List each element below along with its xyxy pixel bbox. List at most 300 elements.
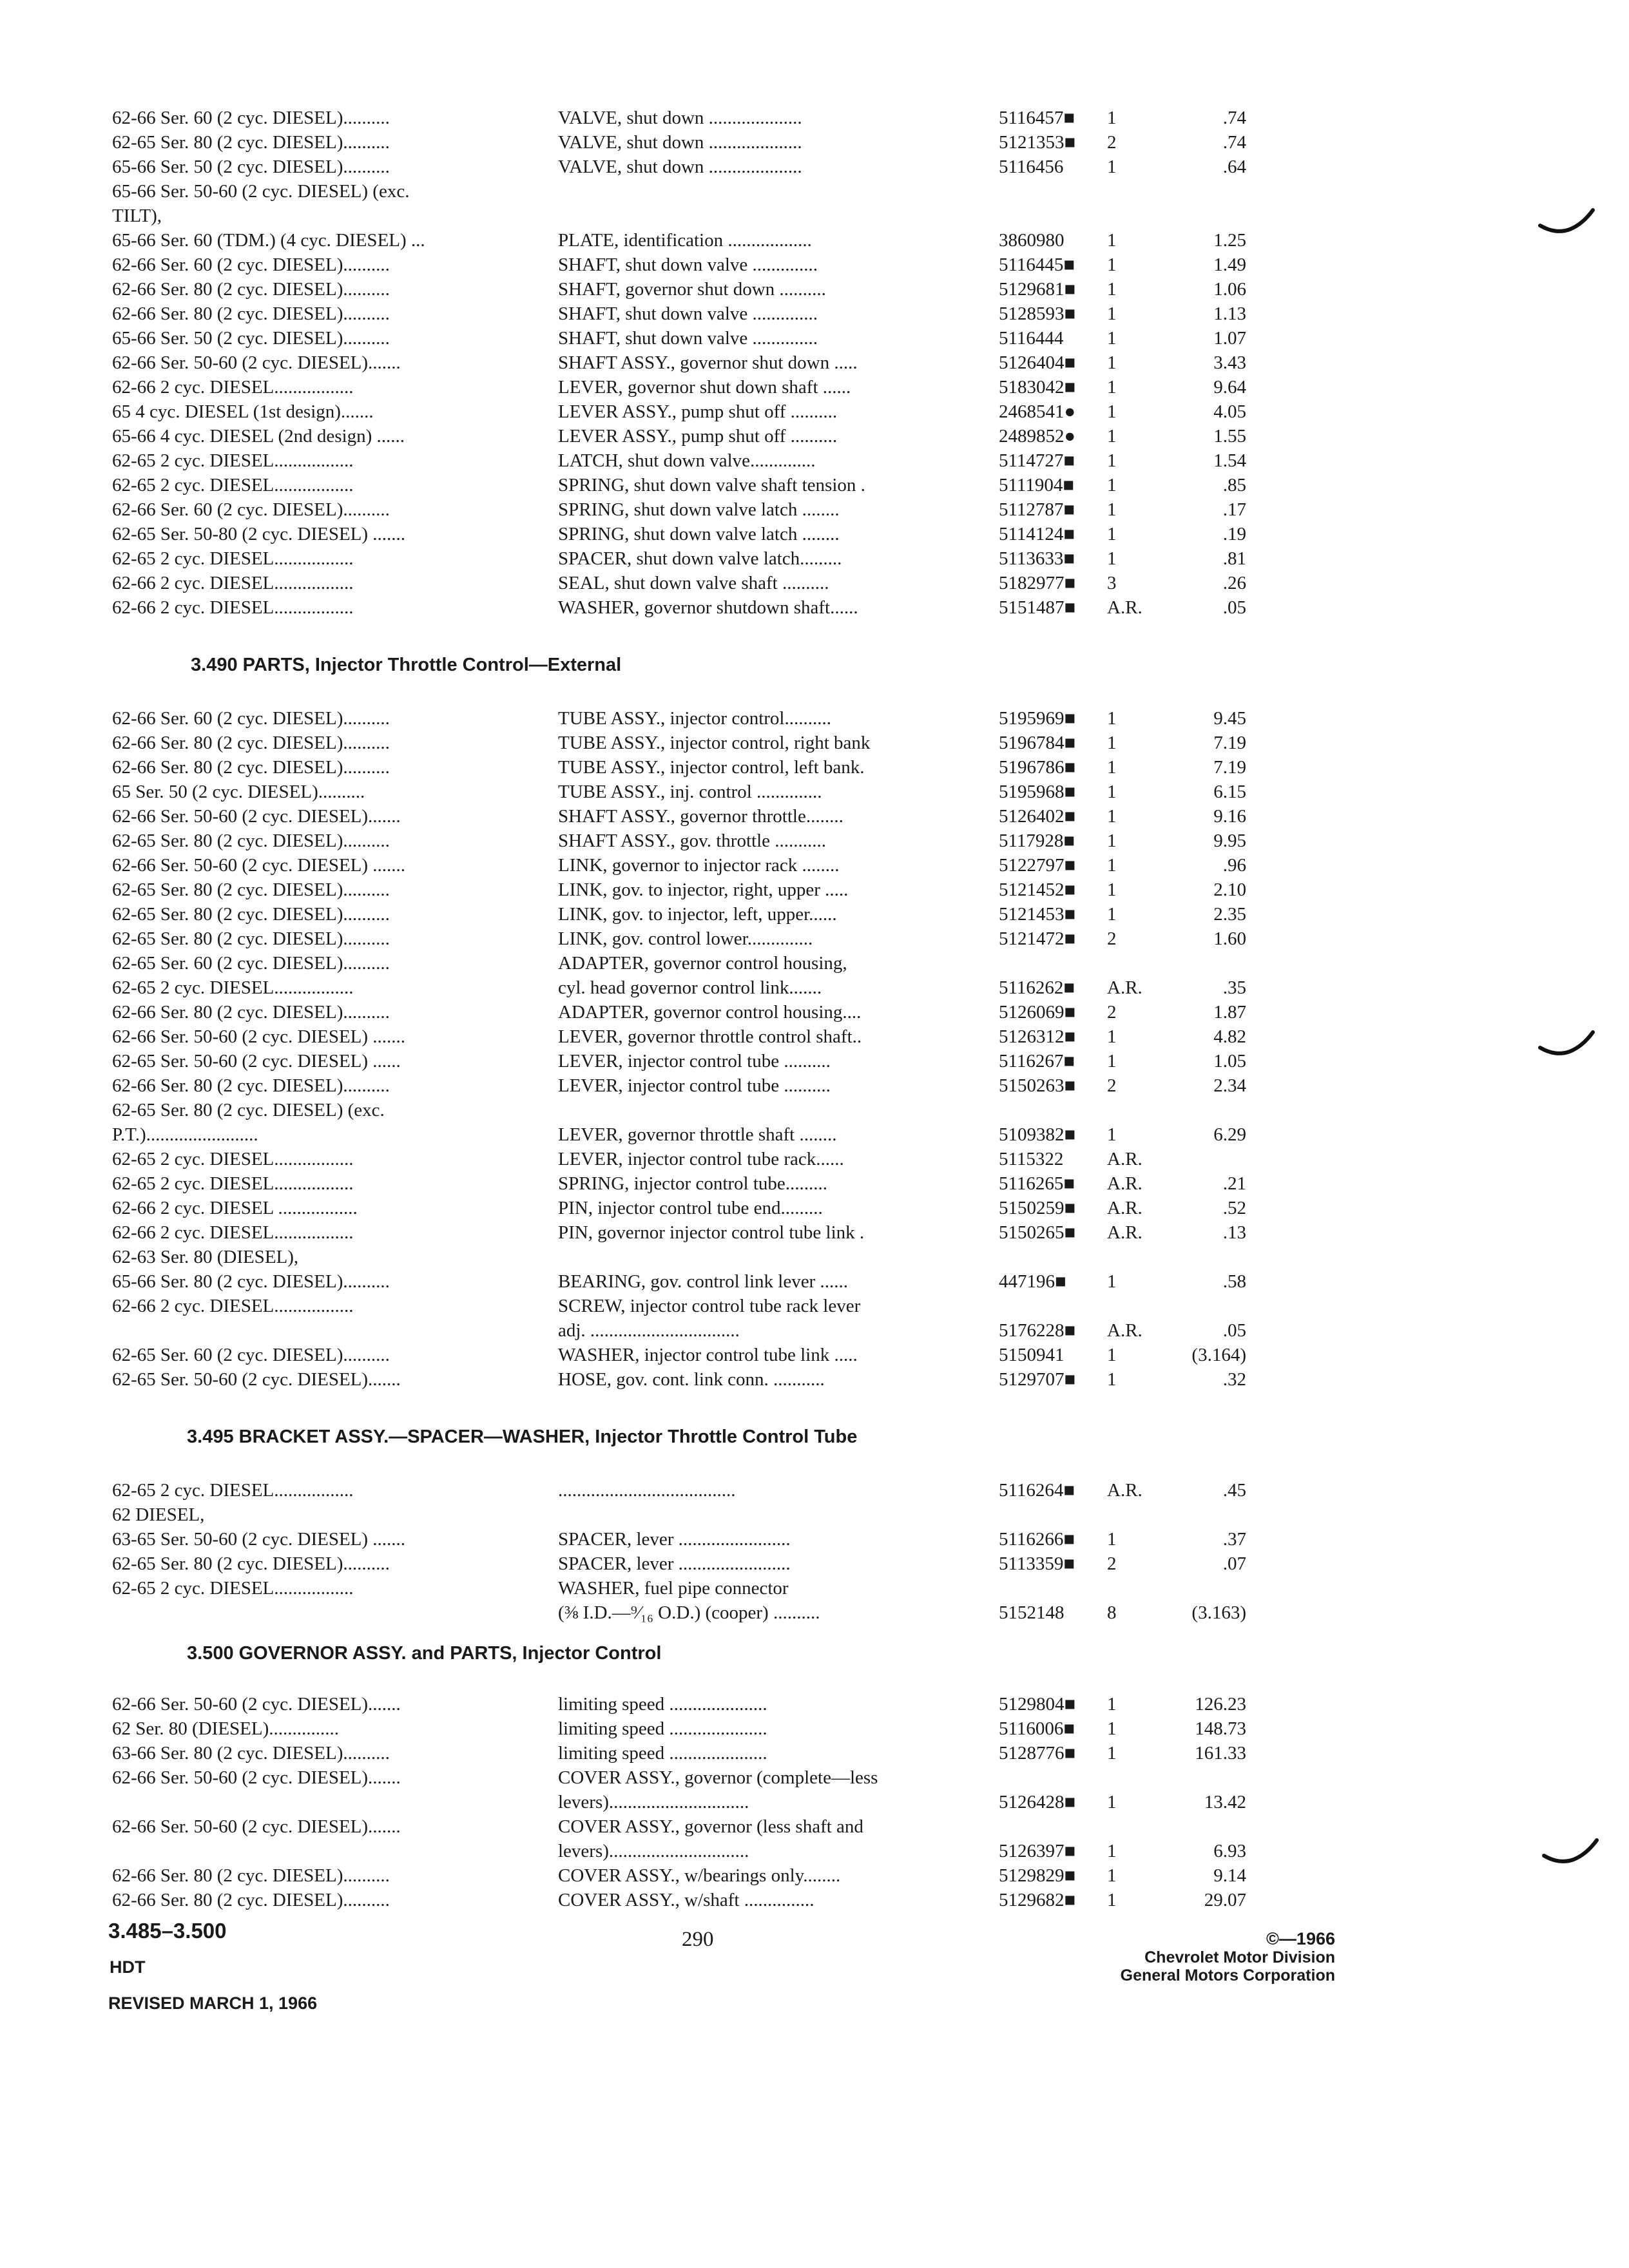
- applicability: 62-65 2 cyc. DIESEL.................: [112, 977, 354, 998]
- part-description: SPRING, shut down valve latch ........: [558, 524, 840, 544]
- part-number: 5115322: [999, 1149, 1064, 1169]
- quantity: 1: [1107, 1026, 1117, 1047]
- price: .85: [1222, 475, 1246, 495]
- quantity: 2: [1107, 1075, 1117, 1096]
- quantity: 1: [1107, 782, 1117, 802]
- quantity: A.R.: [1107, 1198, 1142, 1218]
- part-description: WASHER, injector control tube link .....: [558, 1345, 858, 1365]
- quantity: 2: [1107, 132, 1117, 153]
- part-number: 5150263■: [999, 1075, 1076, 1096]
- part-row: [0, 1367, 1629, 1392]
- part-row: [0, 1716, 1629, 1741]
- price: 2.34: [1213, 1075, 1246, 1096]
- part-number: 5183042■: [999, 377, 1076, 398]
- quantity: 1: [1107, 1865, 1117, 1886]
- part-row: [0, 399, 1629, 424]
- part-row: [0, 497, 1629, 522]
- price: 1.06: [1213, 279, 1246, 300]
- applicability: 65-66 Ser. 50 (2 cyc. DIESEL)..........: [112, 328, 390, 349]
- price: .81: [1222, 548, 1246, 569]
- price: .21: [1222, 1173, 1246, 1194]
- price: 1.49: [1213, 255, 1246, 275]
- price: 2.10: [1213, 879, 1246, 900]
- part-row: [0, 375, 1629, 399]
- quantity: 2: [1107, 928, 1117, 949]
- footer-copyright: ©—1966: [1266, 1929, 1335, 1948]
- part-description: SPRING, shut down valve shaft tension .: [558, 475, 865, 495]
- applicability: 62-66 Ser. 60 (2 cyc. DIESEL)..........: [112, 499, 390, 520]
- part-description: SPRING, injector control tube.........: [558, 1173, 828, 1194]
- part-number: 5129804■: [999, 1694, 1076, 1715]
- applicability: 62-65 2 cyc. DIESEL.................: [112, 475, 354, 495]
- part-number: 2489852●: [999, 426, 1076, 447]
- applicability: 62-66 Ser. 60 (2 cyc. DIESEL)..........: [112, 708, 390, 729]
- part-row: [0, 571, 1629, 595]
- part-description: COVER ASSY., w/bearings only........: [558, 1865, 841, 1886]
- part-description: SPACER, shut down valve latch.........: [558, 548, 842, 569]
- quantity: 1: [1107, 352, 1117, 373]
- part-number: 5116267■: [999, 1051, 1075, 1072]
- quantity: 1: [1107, 757, 1117, 778]
- applicability: 62-66 2 cyc. DIESEL .................: [112, 1198, 358, 1218]
- part-row: [0, 351, 1629, 375]
- part-description: TUBE ASSY., injector control, left bank.: [558, 757, 865, 778]
- part-description: WASHER, fuel pipe connector: [558, 1578, 789, 1599]
- check-mark-icon: [1541, 1836, 1599, 1869]
- part-description: SPACER, lever ........................: [558, 1553, 791, 1574]
- part-number: 5117928■: [999, 831, 1075, 851]
- part-number: 3860980: [999, 230, 1065, 251]
- part-row: [0, 1814, 1629, 1839]
- price: .45: [1222, 1480, 1246, 1501]
- section-heading: 3.495 BRACKET ASSY.—SPACER—WASHER, Injector Throttle Control Tube: [187, 1427, 858, 1447]
- price: .32: [1222, 1369, 1246, 1390]
- applicability: 65-66 Ser. 80 (2 cyc. DIESEL)..........: [112, 1271, 390, 1292]
- quantity: 1: [1107, 1743, 1117, 1763]
- part-row: [0, 1343, 1629, 1367]
- part-row: [0, 780, 1629, 804]
- part-description: LEVER, injector control tube ..........: [558, 1075, 831, 1096]
- applicability: 62-65 Ser. 80 (2 cyc. DIESEL)..........: [112, 904, 390, 925]
- quantity: 1: [1107, 401, 1117, 422]
- applicability: 62 Ser. 80 (DIESEL)...............: [112, 1718, 339, 1739]
- price: 148.73: [1195, 1718, 1246, 1739]
- part-description: LEVER, injector control tube rack......: [558, 1149, 844, 1169]
- part-row: [0, 975, 1629, 1000]
- part-row: [0, 130, 1629, 155]
- quantity: 8: [1107, 1602, 1117, 1623]
- footer-revised: REVISED MARCH 1, 1966: [108, 1994, 318, 2013]
- part-row: [0, 706, 1629, 731]
- part-row: [0, 878, 1629, 902]
- part-number: 5113633■: [999, 548, 1075, 569]
- part-row: [0, 927, 1629, 951]
- price: .74: [1222, 108, 1246, 128]
- part-number: 5150259■: [999, 1198, 1076, 1218]
- quantity: 1: [1107, 499, 1117, 520]
- part-row: [0, 1269, 1629, 1294]
- part-row: [0, 1024, 1629, 1049]
- applicability: 62-65 Ser. 80 (2 cyc. DIESEL)..........: [112, 132, 390, 153]
- part-number: 5150941: [999, 1345, 1065, 1365]
- applicability: 62-65 Ser. 80 (2 cyc. DIESEL)..........: [112, 1553, 390, 1574]
- part-number: 5116264■: [999, 1480, 1075, 1501]
- applicability: 62-66 Ser. 80 (2 cyc. DIESEL)..........: [112, 279, 390, 300]
- part-number: 5128776■: [999, 1743, 1076, 1763]
- part-description: limiting speed .....................: [558, 1718, 767, 1739]
- price: .52: [1222, 1198, 1246, 1218]
- part-description: limiting speed .....................: [558, 1743, 767, 1763]
- part-number: 5116266■: [999, 1529, 1075, 1550]
- part-description: (⅜ I.D.—⁹⁄₁₆ O.D.) (cooper) ..........: [558, 1602, 820, 1623]
- quantity: 1: [1107, 475, 1117, 495]
- part-row: [0, 951, 1629, 975]
- price: 7.19: [1213, 733, 1246, 753]
- part-row: [0, 1552, 1629, 1576]
- quantity: 1: [1107, 377, 1117, 398]
- price: 1.05: [1213, 1051, 1246, 1072]
- price: 1.07: [1213, 328, 1246, 349]
- part-number: 5122797■: [999, 855, 1076, 876]
- applicability: 65 Ser. 50 (2 cyc. DIESEL)..........: [112, 782, 365, 802]
- part-description: VALVE, shut down ....................: [558, 132, 802, 153]
- part-number: 5121472■: [999, 928, 1076, 949]
- part-description: SEAL, shut down valve shaft ..........: [558, 573, 829, 593]
- part-number: 5116444: [999, 328, 1064, 349]
- price: 1.55: [1213, 426, 1246, 447]
- applicability: 62-65 Ser. 60 (2 cyc. DIESEL)..........: [112, 953, 390, 974]
- part-number: 5112787■: [999, 499, 1075, 520]
- price: 3.43: [1213, 352, 1246, 373]
- price: 161.33: [1195, 1743, 1246, 1763]
- quantity: 1: [1107, 1792, 1117, 1812]
- part-description: WASHER, governor shutdown shaft......: [558, 597, 858, 618]
- part-description: PIN, injector control tube end.........: [558, 1198, 823, 1218]
- part-description: VALVE, shut down ....................: [558, 108, 802, 128]
- price: 1.25: [1213, 230, 1246, 251]
- footer-model: HDT: [110, 1957, 146, 1977]
- applicability: 65 4 cyc. DIESEL (1st design).......: [112, 401, 374, 422]
- price: .37: [1222, 1529, 1246, 1550]
- part-row: [0, 277, 1629, 302]
- quantity: 2: [1107, 1002, 1117, 1023]
- price: 13.42: [1204, 1792, 1246, 1812]
- part-number: 447196■: [999, 1271, 1066, 1292]
- part-row: [0, 902, 1629, 927]
- quantity: 1: [1107, 806, 1117, 827]
- applicability: 62-66 Ser. 50-60 (2 cyc. DIESEL) .......: [112, 1026, 406, 1047]
- quantity: 3: [1107, 573, 1117, 593]
- part-description: ADAPTER, governor control housing,: [558, 953, 847, 974]
- part-number: 5116457■: [999, 108, 1075, 128]
- price: 9.95: [1213, 831, 1246, 851]
- price: .13: [1222, 1222, 1246, 1243]
- part-row: [0, 853, 1629, 878]
- part-description: PLATE, identification ..................: [558, 230, 812, 251]
- quantity: 1: [1107, 255, 1117, 275]
- part-row: [0, 473, 1629, 497]
- price: 6.29: [1213, 1124, 1246, 1145]
- applicability: 62-66 Ser. 50-60 (2 cyc. DIESEL).......: [112, 1694, 401, 1715]
- price: 9.64: [1213, 377, 1246, 398]
- applicability: 62-66 Ser. 80 (2 cyc. DIESEL)..........: [112, 1890, 390, 1910]
- applicability: 62-66 2 cyc. DIESEL.................: [112, 1296, 354, 1316]
- quantity: 1: [1107, 831, 1117, 851]
- price: .35: [1222, 977, 1246, 998]
- check-mark-icon: [1537, 206, 1595, 238]
- part-row: [0, 1888, 1629, 1912]
- price: 2.35: [1213, 904, 1246, 925]
- part-row: [0, 804, 1629, 829]
- section-3-495: [0, 1478, 1629, 1625]
- price: 9.16: [1213, 806, 1246, 827]
- part-row: [0, 1527, 1629, 1552]
- part-description: SHAFT, governor shut down ..........: [558, 279, 826, 300]
- part-row: [0, 1576, 1629, 1600]
- price: .17: [1222, 499, 1246, 520]
- applicability: 62-65 2 cyc. DIESEL.................: [112, 450, 354, 471]
- quantity: 1: [1107, 904, 1117, 925]
- part-number: 5109382■: [999, 1124, 1076, 1145]
- quantity: A.R.: [1107, 1173, 1142, 1194]
- price: 29.07: [1204, 1890, 1246, 1910]
- part-description: SHAFT ASSY., governor throttle........: [558, 806, 843, 827]
- section-3-485: [0, 106, 1629, 620]
- applicability: 62-66 Ser. 60 (2 cyc. DIESEL)..........: [112, 255, 390, 275]
- part-number: 5126312■: [999, 1026, 1076, 1047]
- price: 1.54: [1213, 450, 1246, 471]
- applicability: 62-65 Ser. 50-80 (2 cyc. DIESEL) .......: [112, 524, 406, 544]
- part-row: [0, 1503, 1629, 1527]
- applicability: 62-66 Ser. 50-60 (2 cyc. DIESEL).......: [112, 806, 401, 827]
- part-row: [0, 1220, 1629, 1245]
- applicability: 62-66 Ser. 50-60 (2 cyc. DIESEL) .......: [112, 855, 406, 876]
- part-number: 5126397■: [999, 1841, 1076, 1861]
- applicability: 62-66 2 cyc. DIESEL.................: [112, 377, 354, 398]
- part-description: LEVER, governor throttle control shaft..: [558, 1026, 862, 1047]
- footer-division: Chevrolet Motor Division: [1144, 1948, 1335, 1966]
- quantity: 1: [1107, 1124, 1117, 1145]
- price: 6.15: [1213, 782, 1246, 802]
- part-number: 5116456: [999, 157, 1064, 177]
- quantity: 1: [1107, 879, 1117, 900]
- part-description: TUBE ASSY., injector control, right bank: [558, 733, 871, 753]
- part-row: [0, 1098, 1629, 1122]
- price: .74: [1222, 132, 1246, 153]
- part-description: ......................................: [558, 1480, 736, 1501]
- quantity: 1: [1107, 450, 1117, 471]
- price: 4.05: [1213, 401, 1246, 422]
- part-number: 5129707■: [999, 1369, 1076, 1390]
- part-row: [0, 1049, 1629, 1073]
- applicability: 65-66 Ser. 50-60 (2 cyc. DIESEL) (exc.: [112, 181, 410, 202]
- part-row: [0, 1294, 1629, 1318]
- part-description: LATCH, shut down valve..............: [558, 450, 816, 471]
- price: 9.14: [1213, 1865, 1246, 1886]
- part-description: ADAPTER, governor control housing....: [558, 1002, 862, 1023]
- quantity: 1: [1107, 426, 1117, 447]
- price: 1.13: [1213, 303, 1246, 324]
- applicability: 65-66 Ser. 60 (TDM.) (4 cyc. DIESEL) ...: [112, 230, 425, 251]
- part-description: LINK, gov. control lower..............: [558, 928, 813, 949]
- part-number: 5129681■: [999, 279, 1076, 300]
- price: .19: [1222, 524, 1246, 544]
- part-number: 5116006■: [999, 1718, 1075, 1739]
- applicability: 63-66 Ser. 80 (2 cyc. DIESEL)..........: [112, 1743, 390, 1763]
- part-row: [0, 204, 1629, 228]
- price: .96: [1222, 855, 1246, 876]
- part-row: [0, 326, 1629, 351]
- part-description: COVER ASSY., governor (complete—less: [558, 1767, 878, 1788]
- price: 6.93: [1213, 1841, 1246, 1861]
- part-description: VALVE, shut down ....................: [558, 157, 802, 177]
- applicability: 62-66 Ser. 50-60 (2 cyc. DIESEL).......: [112, 352, 401, 373]
- quantity: 1: [1107, 1841, 1117, 1861]
- part-description: LEVER, governor throttle shaft ........: [558, 1124, 837, 1145]
- applicability: 62-66 Ser. 80 (2 cyc. DIESEL)..........: [112, 1865, 390, 1886]
- quantity: 1: [1107, 303, 1117, 324]
- section-heading: 3.500 GOVERNOR ASSY. and PARTS, Injector Control: [187, 1643, 662, 1664]
- part-number: 5129829■: [999, 1865, 1076, 1886]
- applicability: 62-66 2 cyc. DIESEL.................: [112, 597, 354, 618]
- price: 126.23: [1195, 1694, 1246, 1715]
- part-row: [0, 546, 1629, 571]
- applicability: 62-65 Ser. 80 (2 cyc. DIESEL) (exc.: [112, 1100, 385, 1120]
- part-description: COVER ASSY., governor (less shaft and: [558, 1816, 863, 1837]
- part-row: [0, 1318, 1629, 1343]
- applicability: 62-65 2 cyc. DIESEL.................: [112, 1173, 354, 1194]
- price: 4.82: [1213, 1026, 1246, 1047]
- quantity: 1: [1107, 1694, 1117, 1715]
- applicability: TILT),: [112, 206, 162, 226]
- part-description: levers)..............................: [558, 1841, 749, 1861]
- part-row: [0, 1790, 1629, 1814]
- quantity: 1: [1107, 1718, 1117, 1739]
- applicability: 62-65 2 cyc. DIESEL.................: [112, 1149, 354, 1169]
- applicability: 62-66 Ser. 80 (2 cyc. DIESEL)..........: [112, 303, 390, 324]
- part-number: 5129682■: [999, 1890, 1076, 1910]
- quantity: A.R.: [1107, 1149, 1142, 1169]
- applicability: 62-66 Ser. 80 (2 cyc. DIESEL)..........: [112, 757, 390, 778]
- applicability: 62-66 Ser. 80 (2 cyc. DIESEL)..........: [112, 733, 390, 753]
- part-row: [0, 179, 1629, 204]
- applicability: 65-66 4 cyc. DIESEL (2nd design) ......: [112, 426, 405, 447]
- applicability: P.T.)........................: [112, 1124, 258, 1145]
- quantity: 1: [1107, 1345, 1117, 1365]
- quantity: A.R.: [1107, 1480, 1142, 1501]
- part-description: COVER ASSY., w/shaft ...............: [558, 1890, 815, 1910]
- part-row: [0, 755, 1629, 780]
- part-description: TUBE ASSY., inj. control ..............: [558, 782, 822, 802]
- part-row: [0, 155, 1629, 179]
- quantity: 1: [1107, 524, 1117, 544]
- part-number: 5195968■: [999, 782, 1076, 802]
- quantity: 1: [1107, 108, 1117, 128]
- part-row: [0, 1073, 1629, 1098]
- part-row: [0, 595, 1629, 620]
- part-row: [0, 253, 1629, 277]
- part-row: [0, 1245, 1629, 1269]
- price: .64: [1222, 157, 1246, 177]
- part-number: 5128593■: [999, 303, 1076, 324]
- part-description: SCREW, injector control tube rack lever: [558, 1296, 861, 1316]
- part-row: [0, 1122, 1629, 1147]
- part-number: 5113359■: [999, 1553, 1075, 1574]
- part-number: 5196786■: [999, 757, 1076, 778]
- part-description: TUBE ASSY., injector control..........: [558, 708, 831, 729]
- part-row: [0, 731, 1629, 755]
- part-row: [0, 1147, 1629, 1171]
- part-number: 5121453■: [999, 904, 1076, 925]
- part-description: SPRING, shut down valve latch ........: [558, 499, 840, 520]
- price: 1.60: [1213, 928, 1246, 949]
- applicability: 62-66 2 cyc. DIESEL.................: [112, 1222, 354, 1243]
- quantity: 1: [1107, 1529, 1117, 1550]
- part-description: BEARING, gov. control link lever ......: [558, 1271, 848, 1292]
- applicability: 62-65 2 cyc. DIESEL.................: [112, 548, 354, 569]
- part-number: 5121353■: [999, 132, 1076, 153]
- footer-section-range: 3.485–3.500: [108, 1919, 227, 1943]
- quantity: 1: [1107, 733, 1117, 753]
- part-number: 5126069■: [999, 1002, 1076, 1023]
- part-row: [0, 1000, 1629, 1024]
- part-number: 5121452■: [999, 879, 1076, 900]
- applicability: 62-63 Ser. 80 (DIESEL),: [112, 1247, 299, 1267]
- applicability: 62 DIESEL,: [112, 1504, 205, 1525]
- price: 9.45: [1213, 708, 1246, 729]
- quantity: 1: [1107, 855, 1117, 876]
- part-description: LEVER ASSY., pump shut off ..........: [558, 426, 838, 447]
- part-number: 5126404■: [999, 352, 1076, 373]
- part-description: limiting speed .....................: [558, 1694, 767, 1715]
- part-row: [0, 424, 1629, 448]
- quantity: 1: [1107, 1890, 1117, 1910]
- part-row: [0, 1765, 1629, 1790]
- check-mark-icon: [1537, 1028, 1595, 1061]
- section-3-500: [0, 1692, 1629, 1912]
- part-row: [0, 106, 1629, 130]
- part-row: [0, 1839, 1629, 1863]
- part-description: SHAFT ASSY., governor shut down .....: [558, 352, 858, 373]
- price: .58: [1222, 1271, 1246, 1292]
- applicability: 62-65 Ser. 50-60 (2 cyc. DIESEL).......: [112, 1369, 401, 1390]
- part-number: 5150265■: [999, 1222, 1076, 1243]
- part-row: [0, 302, 1629, 326]
- applicability: 62-65 2 cyc. DIESEL.................: [112, 1480, 354, 1501]
- part-description: adj. ................................: [558, 1320, 740, 1341]
- applicability: 62-66 Ser. 80 (2 cyc. DIESEL)..........: [112, 1002, 390, 1023]
- part-description: LEVER, governor shut down shaft ......: [558, 377, 851, 398]
- part-description: HOSE, gov. cont. link conn. ...........: [558, 1369, 825, 1390]
- quantity: 1: [1107, 708, 1117, 729]
- applicability: 62-65 Ser. 80 (2 cyc. DIESEL)..........: [112, 831, 390, 851]
- part-number: 5176228■: [999, 1320, 1076, 1341]
- applicability: 62-66 Ser. 50-60 (2 cyc. DIESEL).......: [112, 1767, 401, 1788]
- part-description: SHAFT, shut down valve ..............: [558, 255, 818, 275]
- price: .05: [1222, 1320, 1246, 1341]
- part-description: PIN, governor injector control tube link .: [558, 1222, 865, 1243]
- quantity: 1: [1107, 279, 1117, 300]
- quantity: A.R.: [1107, 1320, 1142, 1341]
- part-number: 2468541●: [999, 401, 1076, 422]
- quantity: 1: [1107, 1051, 1117, 1072]
- price: (3.164): [1191, 1345, 1246, 1365]
- applicability: 65-66 Ser. 50 (2 cyc. DIESEL)..........: [112, 157, 390, 177]
- part-row: [0, 1600, 1629, 1625]
- applicability: 62-66 Ser. 60 (2 cyc. DIESEL)..........: [112, 108, 390, 128]
- part-number: 5126428■: [999, 1792, 1076, 1812]
- price: (3.163): [1191, 1602, 1246, 1623]
